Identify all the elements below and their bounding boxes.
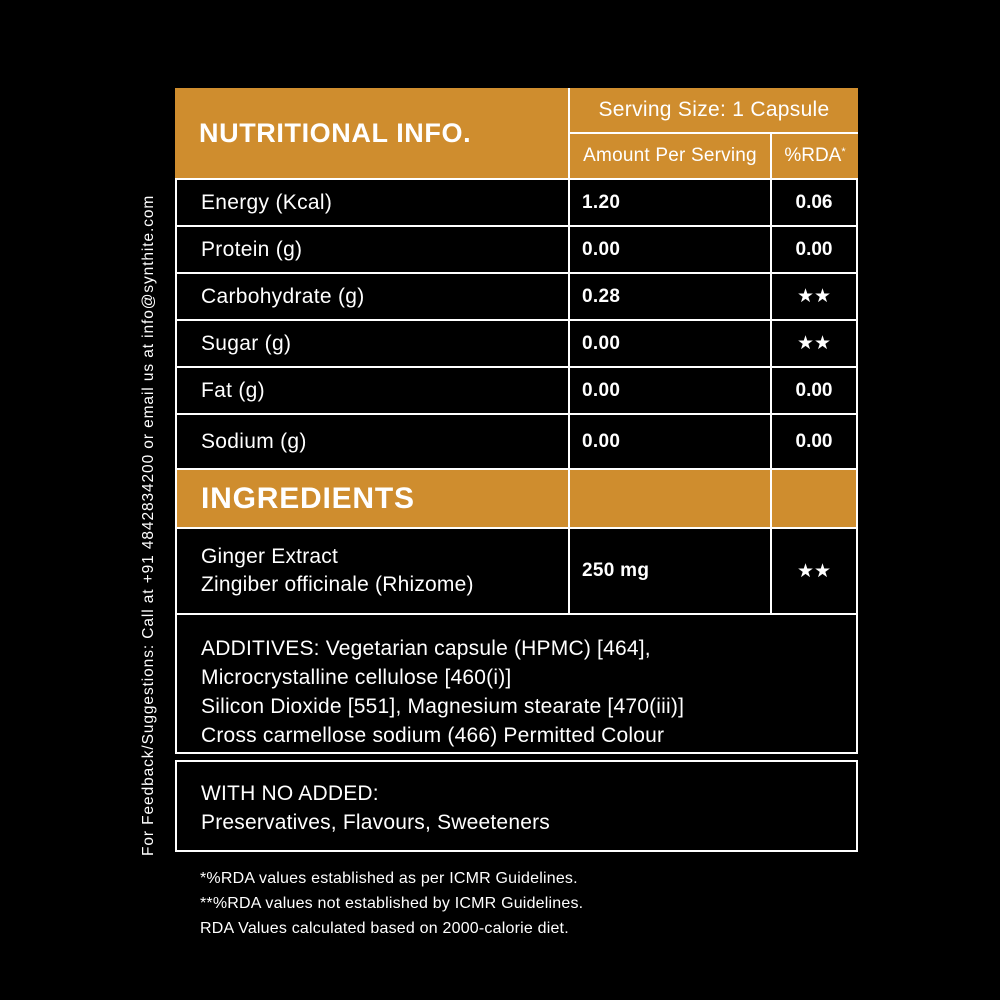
nutrient-amount: 0.00 [570, 321, 770, 366]
nutrient-label: Carbohydrate (g) [177, 274, 568, 319]
serving-size-label: Serving Size: 1 Capsule [570, 88, 858, 134]
additives-line: Microcrystalline cellulose [460(i)] [201, 666, 512, 689]
nutrient-label: Protein (g) [177, 227, 568, 272]
column-headers-row [570, 134, 858, 178]
nutrient-label: Sodium (g) [177, 415, 568, 468]
rda-header: %RDA * [770, 134, 858, 178]
ingredient-amount: 250 mg [570, 529, 770, 613]
no-added-title: WITH NO ADDED: [201, 782, 379, 805]
table-header-band [175, 88, 858, 178]
nutrient-rda: 0.00 [772, 415, 856, 468]
ingredient-rda-stars: ★★ [772, 529, 856, 613]
nutrient-rda-stars: ★★ [772, 321, 856, 366]
nutrition-table-grid [175, 178, 858, 615]
nutrient-amount: 0.00 [570, 227, 770, 272]
nutrient-label: Energy (Kcal) [177, 180, 568, 225]
nutrient-label: Sugar (g) [177, 321, 568, 366]
rda-footnotes [175, 866, 858, 941]
nutrient-rda: 0.00 [772, 368, 856, 413]
additives-line: Silicon Dioxide [551], Magnesium stearate [470(iii)] [201, 695, 685, 718]
rda-header-text: %RDA [784, 145, 842, 166]
footnote-line: RDA Values calculated based on 2000-calorie diet. [200, 920, 569, 937]
ingredient-name: Ginger Extract [201, 545, 339, 568]
nutrition-label-panel [175, 88, 858, 941]
header-right-columns [568, 88, 858, 178]
feedback-contact-vertical-text: For Feedback/Suggestions: Call at +91 4842834200 or email us at info@synthite.com [140, 194, 157, 856]
additives-section [175, 613, 858, 754]
nutrient-label: Fat (g) [177, 368, 568, 413]
nutrient-rda: 0.06 [772, 180, 856, 225]
nutrient-amount: 0.00 [570, 415, 770, 468]
nutrient-amount: 1.20 [570, 180, 770, 225]
amount-per-serving-header: Amount Per Serving [583, 145, 757, 166]
no-added-items: Preservatives, Flavours, Sweeteners [201, 811, 550, 834]
nutrient-rda-stars: ★★ [772, 274, 856, 319]
additives-line: ADDITIVES: Vegetarian capsule (HPMC) [464], [201, 637, 651, 660]
no-added-section [175, 760, 858, 852]
ingredients-band-title: INGREDIENTS [177, 470, 568, 527]
nutritional-info-header-cell [175, 88, 568, 178]
footnote-line: *%RDA values established as per ICMR Guidelines. [200, 870, 578, 887]
ingredient-botanical-name: Zingiber officinale (Rhizome) [201, 573, 474, 596]
ingredients-band-spacer [772, 470, 856, 527]
nutritional-info-title: NUTRITIONAL INFO. [199, 117, 472, 148]
nutrient-rda: 0.00 [772, 227, 856, 272]
ingredient-name-cell [177, 529, 568, 613]
ingredients-band-spacer [570, 470, 770, 527]
additives-line: Cross carmellose sodium (466) Permitted Colour [201, 724, 665, 747]
nutrient-amount: 0.00 [570, 368, 770, 413]
footnote-line: **%RDA values not established by ICMR Guidelines. [200, 895, 584, 912]
nutrient-amount: 0.28 [570, 274, 770, 319]
